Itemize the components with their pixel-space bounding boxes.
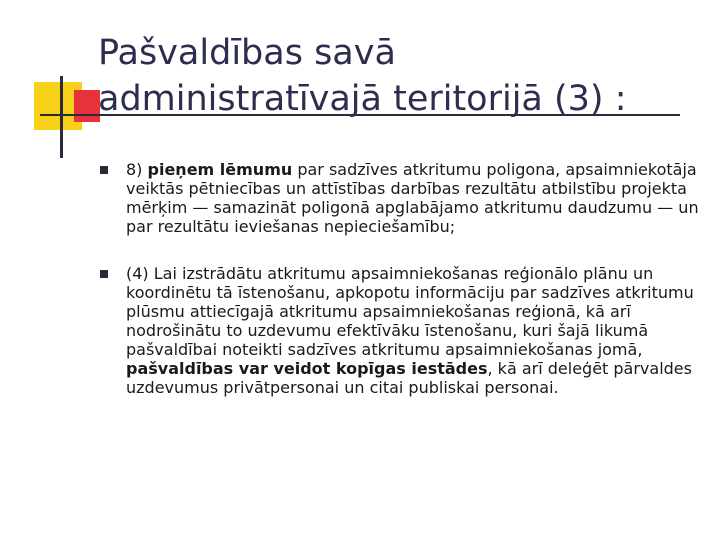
list-item: [100, 264, 700, 397]
bullet-bold-text: pašvaldības var veidot kopīgas iestādes: [126, 359, 488, 378]
bullet-prefix: 8): [126, 160, 148, 179]
square-bullet-icon: [100, 270, 108, 278]
decorative-red-square: [74, 90, 100, 122]
decorative-vertical-line: [60, 76, 63, 158]
slide-title: [98, 30, 708, 122]
slide-title-line1: Pašvaldības savā: [98, 33, 396, 73]
slide-title-line2: administratīvajā teritorijā (3) :: [98, 79, 627, 119]
square-bullet-icon: [100, 166, 108, 174]
bullet-suffix: , kā arī deleģēt pārvaldes uzdevumus privātpersonai un citai publiskai personai.: [126, 359, 692, 397]
bullet-bold-text: pieņem lēmumu: [147, 160, 293, 179]
list-item: [100, 160, 700, 236]
bullet-text: (4) Lai izstrādātu atkritumu apsaimniekošanas reģionālo plānu un koordinētu tā īstenošanu, apkopotu informāciju par sadzīves atkritumu plūsmu attiecīgajā atkritumu apsaimniekošanas reģionā, kā arī nodrošinātu to uzdevumu efektīvāku īstenošanu, kuri šajā likumā pašvaldībai noteikti sadzīves atkritumu apsaimniekošanas jomā,: [126, 264, 694, 359]
bullet-list: [100, 160, 700, 397]
bullet-text: par sadzīves atkritumu poligona, apsaimniekotāja veiktās pētniecības un attīstības darbības rezultātu atbilstību projekta mērķim — samazināt poligonā apglabājamo atkritumu daudzumu — un par rezultātu ieviešanas nepieciešamību;: [126, 160, 699, 236]
